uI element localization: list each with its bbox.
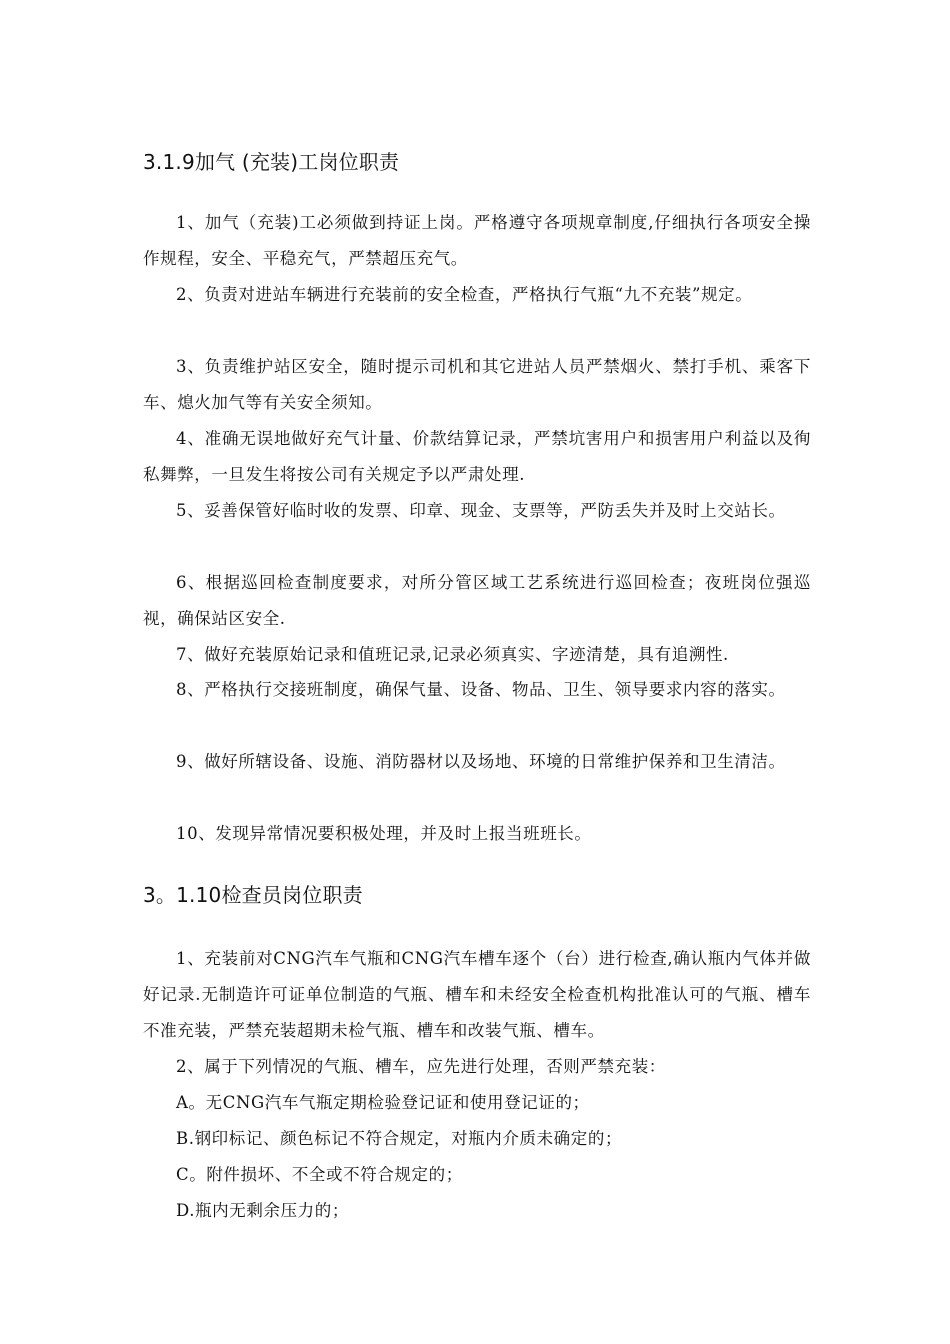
paragraph-inspector-2: 2、属于下列情况的气瓶、槽车，应先进行处理，否则严禁充装： [176,1057,666,1076]
paragraph-4: 4、准确无误地做好充气计量、价款结算记录，严禁坑害用户和损害用户利益以及徇私舞弊，一旦发生将按公司有关规定予以严肃处理. [143,429,811,484]
paragraph-6: 6、根据巡回检查制度要求，对所分管区域工艺系统进行巡回检查；夜班岗位强巡视，确保站区安全. [143,573,811,628]
paragraph-8: 8、严格执行交接班制度，确保气量、设备、物品、卫生、领导要求内容的落实。 [176,680,786,699]
paragraph-9: 9、做好所辖设备、设施、消防器材以及场地、环境的日常维护保养和卫生清洁。 [176,752,786,771]
paragraph-2: 2、负责对进站车辆进行充装前的安全检查，严格执行气瓶“九不充装”规定。 [176,285,753,304]
list-item-b: B.钢印标记、颜色标记不符合规定，对瓶内介质未确定的； [176,1129,623,1148]
paragraph-1: 1、加气（充装)工必须做到持证上岗。严格遵守各项规章制度,仔细执行各项安全操作规程，安全、平稳充气，严禁超压充气。 [143,213,811,268]
list-item-c: C。附件损坏、不全或不符合规定的； [176,1165,463,1184]
list-item-d: D.瓶内无剩余压力的； [176,1201,349,1220]
list-item-a: A。无CNG汽车气瓶定期检验登记证和使用登记证的； [176,1093,590,1112]
section-heading-3-1-9: 3.1.9加气 (充装)工岗位职责 [143,150,400,174]
paragraph-inspector-1: 1、充装前对CNG汽车气瓶和CNG汽车槽车逐个（台）进行检查,确认瓶内气体并做好记录.无制造许可证单位制造的气瓶、槽车和未经安全检查机构批准认可的气瓶、槽车不准充装，严禁充装超期未检气瓶、槽车和改装气瓶、槽车。 [143,949,811,1040]
paragraph-7: 7、做好充装原始记录和值班记录,记录必须真实、字迹清楚，具有追溯性. [176,645,729,664]
paragraph-5: 5、妥善保管好临时收的发票、印章、现金、支票等，严防丢失并及时上交站长。 [176,501,786,520]
paragraph-3: 3、负责维护站区安全，随时提示司机和其它进站人员严禁烟火、禁打手机、乘客下车、熄火加气等有关安全须知。 [143,357,811,412]
section-heading-3-1-10: 3。1.10检查员岗位职责 [143,883,363,907]
paragraph-10: 10、发现异常情况要积极处理，并及时上报当班班长。 [176,824,592,843]
